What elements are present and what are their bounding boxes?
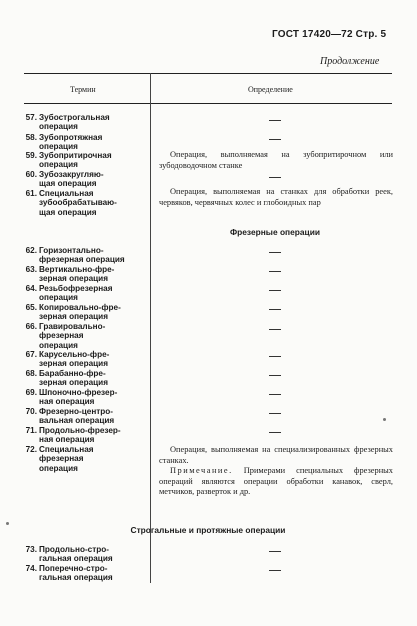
definition-text: Операция, выполняемая на зубопритирочном или зубодоводочном станке: [159, 150, 393, 170]
empty-definition-dash: [269, 139, 281, 140]
term-number: 63.: [25, 265, 37, 274]
scan-speck: [383, 418, 386, 421]
term-text: Шпоночно-фрезер- ная операция: [39, 388, 118, 407]
term-text: Фрезерно-центро- вальная операция: [39, 407, 115, 426]
definition-61: [159, 187, 393, 208]
term-number: 66.: [25, 322, 37, 331]
term-text: Гравировально- фрезерная операция: [39, 322, 106, 350]
empty-definition-dash: [269, 432, 281, 433]
term-text: Специальная зубообрабатываю- щая операция: [39, 189, 117, 217]
definition-text: Операция, выполняемая на станках для обработки реек, червяков, червячных колес и глобоидных пар: [159, 187, 393, 207]
empty-definition-dash: [269, 375, 281, 376]
empty-definition-dash: [269, 252, 281, 253]
term-number: 61.: [25, 189, 37, 198]
term-text: Резьбофрезерная операция: [39, 284, 113, 303]
term-number: 70.: [25, 407, 37, 416]
term-number: 65.: [25, 303, 37, 312]
term-number: 67.: [25, 350, 37, 359]
empty-definition-dash: [269, 309, 281, 310]
term-number: 68.: [25, 369, 37, 378]
term-text: Зубопротяжная операция: [39, 133, 103, 152]
term-text: Копировально-фре- зерная операция: [39, 303, 121, 322]
continuation-label: Продолжение: [320, 56, 380, 67]
term-number: 72.: [25, 445, 37, 454]
section-heading-planing: Строгальные и протяжные операции: [130, 525, 286, 535]
term-text: Горизонтально- фрезерная операция: [39, 246, 125, 265]
term-number: 71.: [25, 426, 37, 435]
term-number: 58.: [25, 133, 37, 142]
empty-definition-dash: [269, 329, 281, 330]
term-number: 59.: [25, 151, 37, 160]
page-header: ГОСТ 17420—72 Стр. 5: [272, 29, 387, 40]
empty-definition-dash: [269, 271, 281, 272]
term-text: Барабанно-фре- зерная операция: [39, 369, 108, 388]
definition-72: [159, 445, 393, 466]
term-number: 73.: [25, 545, 37, 554]
term-text: Поперечно-стро- гальная операция: [39, 564, 113, 583]
empty-definition-dash: [269, 570, 281, 571]
term-number: 64.: [25, 284, 37, 293]
column-header-terms: Термин: [70, 85, 96, 94]
term-text: Продольно-фрезер- ная операция: [39, 426, 121, 445]
term-text: Зубозакругляю- щая операция: [39, 170, 104, 189]
table-top-rule: [24, 73, 392, 74]
empty-definition-dash: [269, 551, 281, 552]
table-header-rule: [24, 103, 392, 104]
scan-speck: [6, 522, 9, 525]
empty-definition-dash: [269, 356, 281, 357]
term-text: Зубострогальная операция: [39, 113, 110, 132]
term-text: Карусельно-фре- зерная операция: [39, 350, 110, 369]
empty-definition-dash: [269, 290, 281, 291]
note-label: Примечание.: [170, 466, 233, 475]
term-number: 57.: [25, 113, 37, 122]
term-text: Зубопритирочная операция: [39, 151, 112, 170]
definition-59: [159, 150, 393, 171]
empty-definition-dash: [269, 394, 281, 395]
definition-72-note: [159, 466, 393, 498]
empty-definition-dash: [269, 413, 281, 414]
column-header-definition: Определение: [248, 85, 293, 94]
term-text: Специальная фрезерная операция: [39, 445, 94, 473]
term-number: 62.: [25, 246, 37, 255]
note-text: Примерами специальных фрезерных операций являются операции обработки канавок, сверл, метчиков, разверток и др.: [159, 466, 393, 497]
term-text: Продольно-стро- гальная операция: [39, 545, 113, 564]
empty-definition-dash: [269, 120, 281, 121]
term-text: Вертикально-фре- зерная операция: [39, 265, 115, 284]
section-heading-milling: Фрезерные операции: [230, 227, 320, 237]
term-number: 60.: [25, 170, 37, 179]
term-number: 74.: [25, 564, 37, 573]
term-number: 69.: [25, 388, 37, 397]
definition-text: Операция, выполняемая на специализированных фрезерных станках.: [159, 445, 393, 465]
empty-definition-dash: [269, 177, 281, 178]
